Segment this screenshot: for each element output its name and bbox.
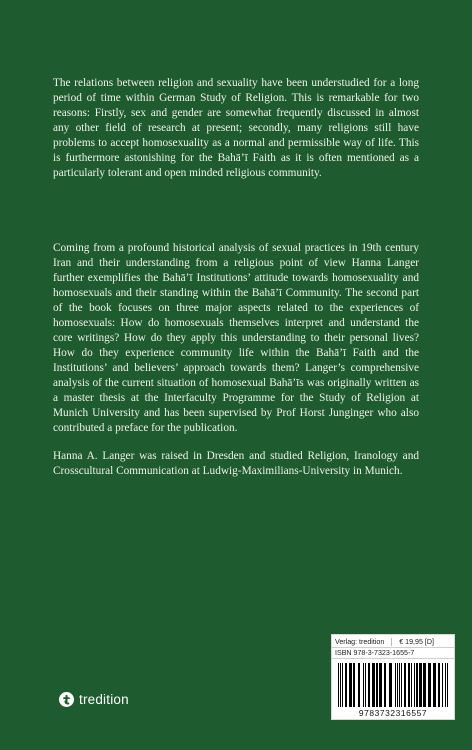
barcode-bar: [401, 663, 402, 707]
barcode-bar: [353, 663, 355, 707]
barcode-bar: [433, 663, 436, 707]
barcode-bar: [438, 663, 440, 707]
barcode-bar: [345, 663, 347, 707]
barcode-bar: [376, 663, 378, 707]
barcode-bar: [419, 663, 422, 707]
tredition-logo-icon: [59, 692, 74, 707]
barcode-bar: [416, 663, 418, 707]
barcode-bar: [342, 663, 343, 707]
barcode-bar: [397, 663, 398, 707]
barcode-bar: [358, 663, 360, 707]
publisher-price-row: [335, 637, 451, 647]
barcode-bar: [365, 663, 366, 707]
price-label: € 19,95 [D]: [399, 638, 434, 646]
isbn-label: ISBN 978-3-7323-1655-7: [335, 649, 415, 657]
barcode-bar: [404, 663, 406, 707]
barcode-bar: [338, 663, 339, 707]
isbn-barcode-box: [331, 634, 455, 720]
barcode-bar: [379, 663, 382, 707]
barcode-bar: [445, 663, 446, 707]
barcode-bar: [363, 663, 364, 707]
barcode-bar: [349, 663, 352, 707]
barcode-bar: [423, 663, 426, 707]
barcode-bar: [411, 663, 412, 707]
publisher-label: Verlag: tredition: [335, 638, 385, 646]
barcode-bar: [372, 663, 375, 707]
barcode-bar: [389, 663, 392, 707]
barcode-bar: [414, 663, 415, 707]
author-bio-paragraph: Hanna A. Langer was raised in Dresden and studied Religion, Iranology and Crosscultural Communication at Ludwig-Maximilians-University in Munich.: [53, 450, 419, 477]
barcode-bar: [442, 663, 443, 707]
publisher-logo: [59, 689, 129, 709]
barcode-bar: [399, 663, 400, 707]
blurb-paragraph-2: Coming from a profound historical analysis of sexual practices in 19th century Iran and their understanding from a religious point of view Hanna Langer further exemplifies the Bahā’ī Institutions’ attitude towards homosexuality and homosexuals and their standing within the Bahā’ī Community. The second part of the book focuses on three major aspects related to the experiences of homosexuals: How do homosexuals themselves interpret and understand the core writings? How do they apply this understanding to their personal lives? How do they experience community life within the Bahā’ī Faith and the Institutions’ and believers’ approach towards them? Langer’s comprehensive analysis of the current situation of homosexual Bahā’īs was originally written as a master thesis at the Interfaculty Programme for the Study of Religion at Munich University and has been supervised by Prof Horst Junginger who also contributed a preface for the publication.: [53, 242, 419, 434]
barcode-image: [338, 663, 448, 707]
barcode-bar: [428, 663, 431, 707]
barcode-bar: [340, 663, 341, 707]
barcode-number: 9783732316557: [358, 708, 428, 718]
barcode-bar: [395, 663, 396, 707]
barcode-bar: [408, 663, 410, 707]
barcode-bar: [447, 663, 448, 707]
blurb-paragraph-1: The relations between religion and sexuality have been understudied for a long period of time within German Study of Religion. This is remarkable for two reasons: Firstly, sex and gender are somewhat frequently discussed in almost any other field of research at present; secondly, many religions still have problems to accept homosexuality as a normal and permissible way of life. This is furthermore astonishing for the Bahā’ī Faith as it is often mentioned as a particularly tolerant and open minded religious community.: [53, 77, 419, 179]
logo-text: tredition: [79, 691, 129, 707]
barcode-bar: [384, 663, 386, 707]
barcode-bar: [368, 663, 370, 707]
